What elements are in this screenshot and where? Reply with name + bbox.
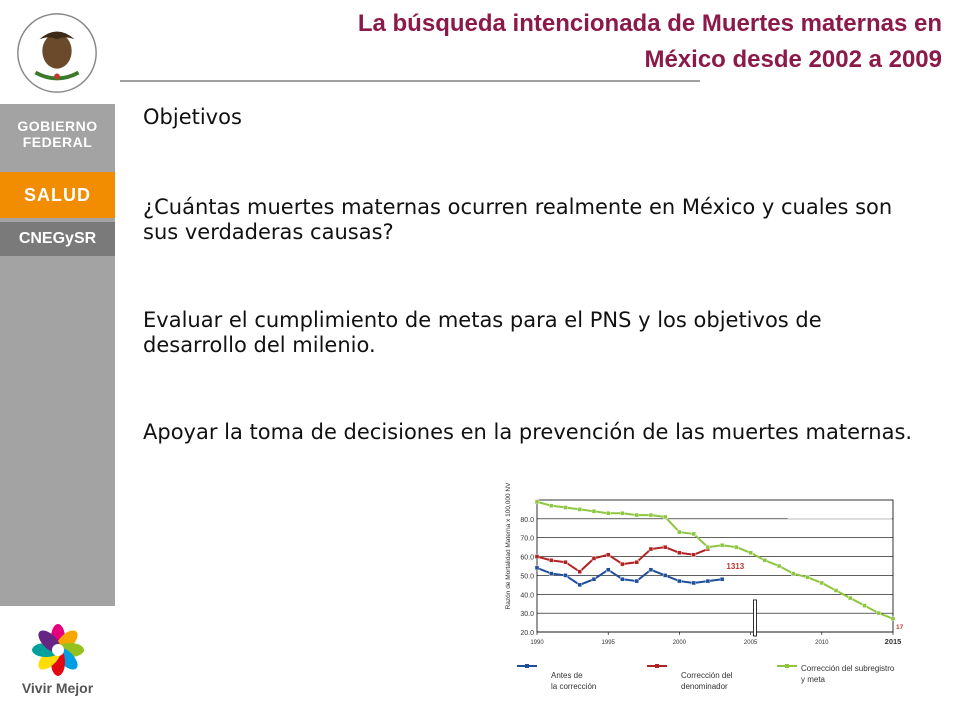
data-point	[563, 573, 567, 577]
legend-label: Corrección del subregistro y meta	[801, 664, 895, 684]
data-point	[677, 530, 681, 534]
axis-break	[753, 600, 756, 636]
data-point	[606, 553, 610, 557]
data-point	[635, 513, 639, 517]
cnegysr-label: CNEGySR	[0, 222, 115, 256]
title-line-2: México desde 2002 a 2009	[644, 46, 942, 73]
objectives-heading: Objetivos	[143, 105, 242, 129]
legend-swatch-marker	[785, 664, 789, 668]
vivir-mejor-logo	[28, 622, 88, 678]
title-line-1: La búsqueda intencionada de Muertes maternas en	[357, 10, 942, 37]
x-tick-label: 2005	[743, 640, 758, 646]
y-tick-label: 40.0	[520, 592, 534, 600]
data-point	[578, 507, 582, 511]
data-point	[635, 579, 639, 583]
data-point	[706, 545, 710, 549]
data-point	[692, 553, 696, 557]
y-axis-label: Razón de Mortalidad Materna x 100,000 NV	[505, 482, 512, 610]
data-point	[649, 568, 653, 572]
page-title	[182, 6, 942, 78]
data-point	[834, 589, 838, 593]
data-point	[749, 551, 753, 555]
data-point	[620, 562, 624, 566]
data-point	[592, 577, 596, 581]
x-tick-label: 2010	[815, 640, 829, 646]
data-point	[535, 566, 539, 570]
maternal-mortality-chart	[495, 460, 915, 700]
data-point	[635, 560, 639, 564]
data-point	[663, 515, 667, 519]
legend-label: Antes de la corrección	[551, 671, 597, 691]
data-point	[877, 611, 881, 615]
data-point	[863, 604, 867, 608]
data-point	[620, 511, 624, 515]
plot-area	[537, 500, 893, 632]
data-point	[592, 556, 596, 560]
data-point	[606, 568, 610, 572]
legend-swatch-marker	[525, 664, 529, 668]
legend-label: Corrección del denominador	[681, 671, 733, 691]
data-point	[549, 504, 553, 508]
y-tick-label: 60.0	[520, 554, 534, 562]
objective-3: Apoyar la toma de decisiones en la prevención de las muertes maternas.	[143, 420, 913, 444]
data-point	[720, 577, 724, 581]
chart-annotation: 1313	[726, 561, 745, 571]
data-point	[806, 575, 810, 579]
x-tick-label: 2015	[884, 637, 902, 646]
x-tick-label: 1990	[530, 640, 544, 646]
legend-swatch-marker	[655, 664, 659, 668]
gobierno-federal-label: GOBIERNO FEDERAL	[17, 118, 98, 150]
objective-question-1: ¿Cuántas muertes maternas ocurren realmente en México y cuales son sus verdaderas causas?	[143, 195, 893, 244]
data-point	[777, 564, 781, 568]
data-point	[549, 572, 553, 576]
data-point	[563, 560, 567, 564]
y-tick-label: 30.0	[520, 611, 534, 619]
data-point	[706, 579, 710, 583]
chart-annotation: 17	[896, 624, 904, 632]
data-point	[649, 547, 653, 551]
data-point	[734, 545, 738, 549]
data-point	[563, 506, 567, 510]
objective-2: Evaluar el cumplimiento de metas para el PNS y los objetivos de desarrollo del milenio.	[143, 308, 822, 357]
y-tick-label: 20.0	[520, 630, 534, 637]
data-point	[677, 551, 681, 555]
data-point	[535, 555, 539, 559]
sidebar	[0, 0, 115, 720]
data-point	[663, 545, 667, 549]
data-point	[578, 583, 582, 587]
data-point	[535, 500, 539, 504]
data-point	[663, 573, 667, 577]
data-point	[592, 509, 596, 513]
data-point	[848, 596, 852, 600]
y-tick-label: 70.0	[520, 535, 534, 543]
data-point	[692, 581, 696, 585]
data-point	[549, 558, 553, 562]
data-point	[791, 572, 795, 576]
salud-badge: SALUD	[0, 172, 115, 218]
title-underline	[120, 80, 700, 82]
vivir-mejor-label: Vivir Mejor	[21, 680, 94, 696]
x-tick-label: 1995	[601, 640, 615, 646]
data-point	[606, 511, 610, 515]
data-point	[692, 532, 696, 536]
data-point	[578, 570, 582, 574]
data-point	[620, 577, 624, 581]
x-tick-label: 2000	[672, 640, 687, 646]
data-point	[891, 617, 895, 621]
data-point	[677, 579, 681, 583]
mexican-seal-logo	[8, 6, 106, 98]
data-point	[820, 581, 824, 585]
y-tick-label: 80.0	[520, 516, 534, 524]
data-point	[763, 558, 767, 562]
data-point	[649, 513, 653, 517]
y-tick-label: 50.0	[520, 573, 534, 581]
legend-placeholder-box	[788, 501, 892, 519]
data-point	[720, 543, 724, 547]
